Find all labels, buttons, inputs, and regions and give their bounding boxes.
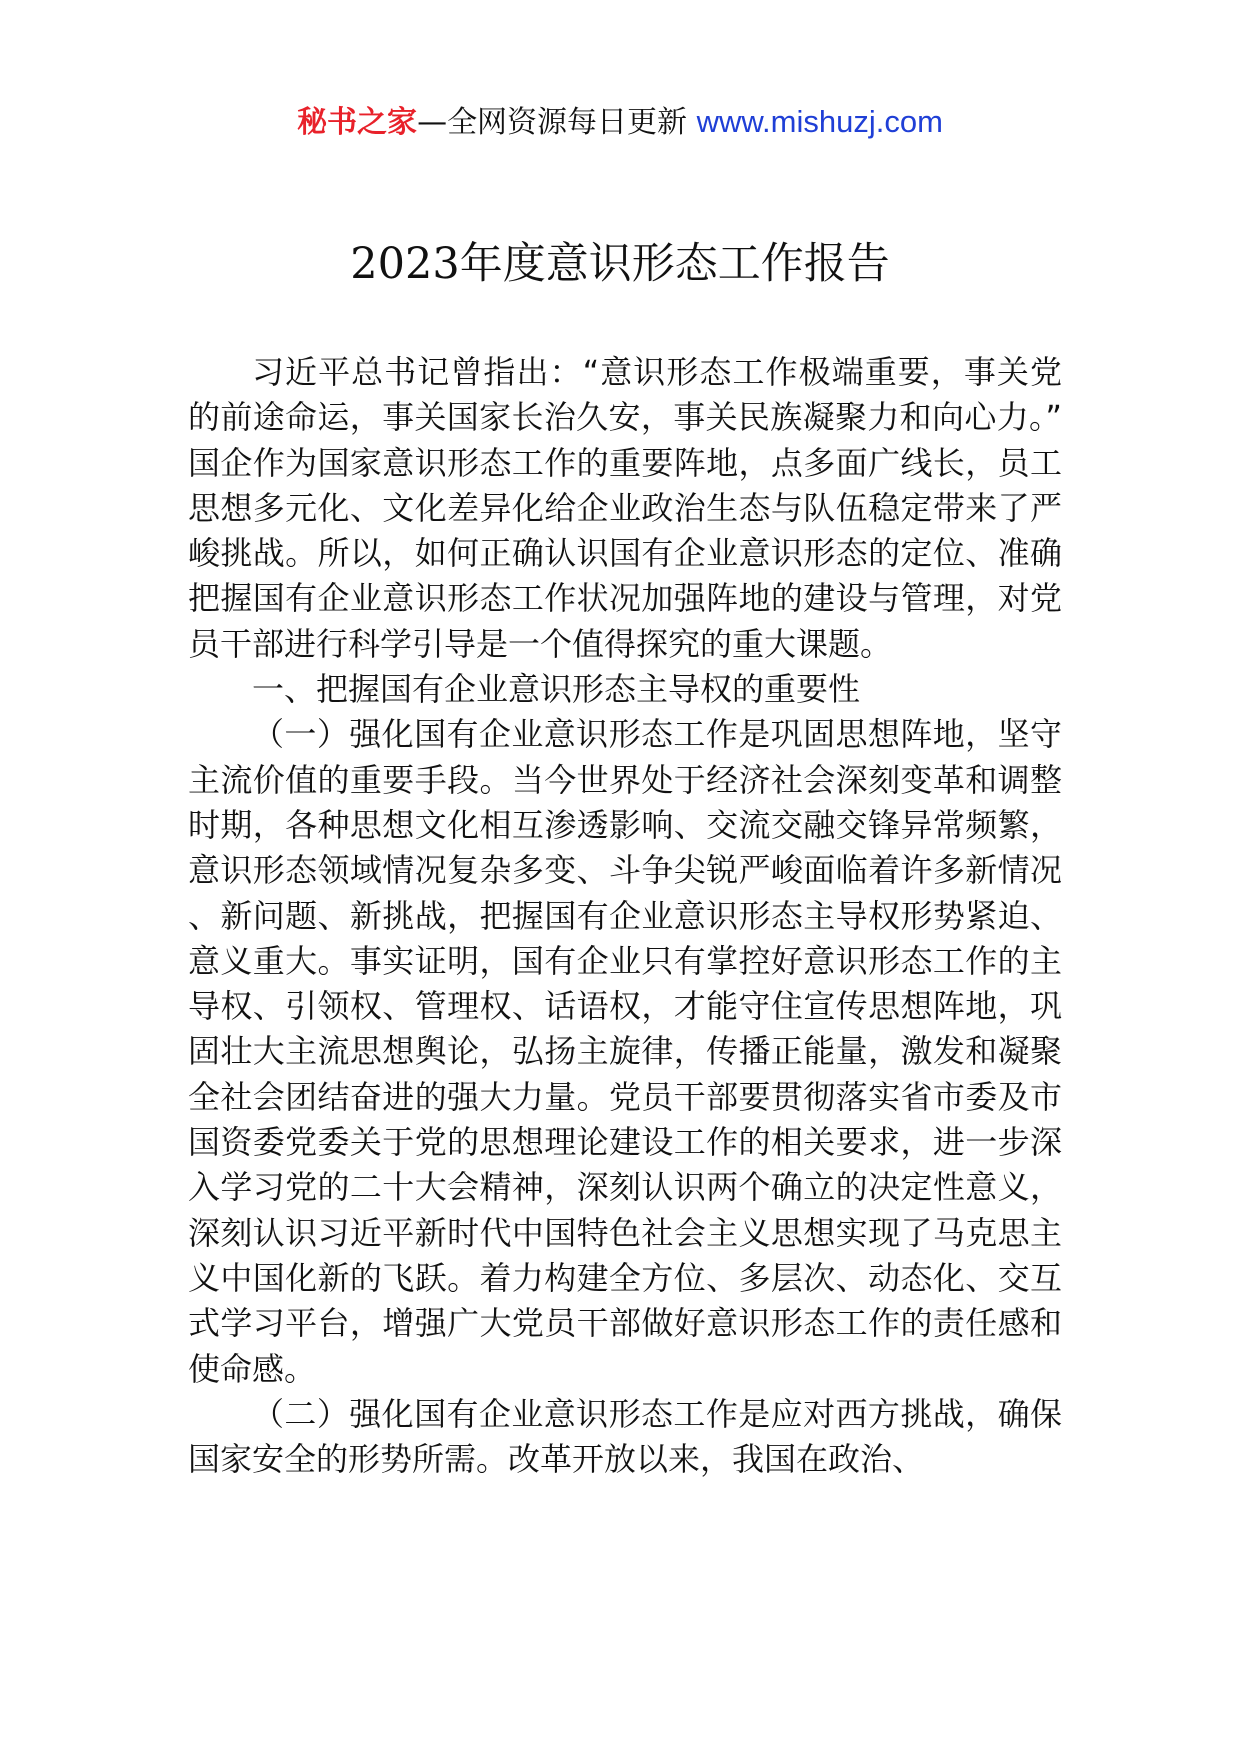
site-brand: 秘书之家 [297, 105, 418, 140]
site-url-link[interactable]: www.mishuzj.com [696, 104, 943, 139]
paragraph-section-1-2: （二）强化国有企业意识形态工作是应对西方挑战，确保国家安全的形势所需。改革开放以来，我国在政治、 [188, 1394, 1062, 1479]
section-heading-1: 一、把握国有企业意识形态主导权的重要性 [252, 670, 861, 709]
document-body [188, 350, 1062, 1482]
paragraph-section-1-1: （一）强化国有企业意识形态工作是巩固思想阵地，坚守主流价值的重要手段。当今世界处于经济社会深刻变革和调整时期，各种思想文化相互渗透影响、交流交融交锋异常频繁，意识形态领域情况复杂多变、斗争尖锐严峻面临着许多新情况、新问题、新挑战，把握国有企业意识形态主导权形势紧迫、意义重大。事实证明，国有企业只有掌控好意识形态工作的主导权、引领权、管理权、话语权，才能守住宣传思想阵地，巩固壮大主流思想舆论，弘扬主旋律，传播正能量，激发和凝聚全社会团结奋进的强大力量。党员干部要贯彻落实省市委及市国资委党委关于党的思想理论建设工作的相关要求，进一步深入学习党的二十大会精神，深刻认识两个确立的决定性意义，深刻认识习近平新时代中国特色社会主义思想实现了马克思主义中国化新的飞跃。着力构建全方位、多层次、动态化、交互式学习平台，增强广大党员干部做好意识形态工作的责任感和使命感。 [188, 715, 1062, 1388]
site-header [0, 100, 1240, 145]
paragraph-intro: 习近平总书记曾指出：“意识形态工作极端重要，事关党的前途命运，事关国家长治久安，事关民族凝聚力和向心力。”国企作为国家意识形态工作的重要阵地，点多面广线长，员工思想多元化、文化差异化给企业政治生态与队伍稳定带来了严峻挑战。所以，如何正确认识国有企业意识形态的定位、准确把握国有企业意识形态工作状况加强阵地的建设与管理，对党员干部进行科学引导是一个值得探究的重大课题。 [188, 353, 1062, 663]
document-title: 2023年度意识形态工作报告 [350, 239, 890, 289]
site-slogan: —全网资源每日更新 [417, 105, 697, 140]
